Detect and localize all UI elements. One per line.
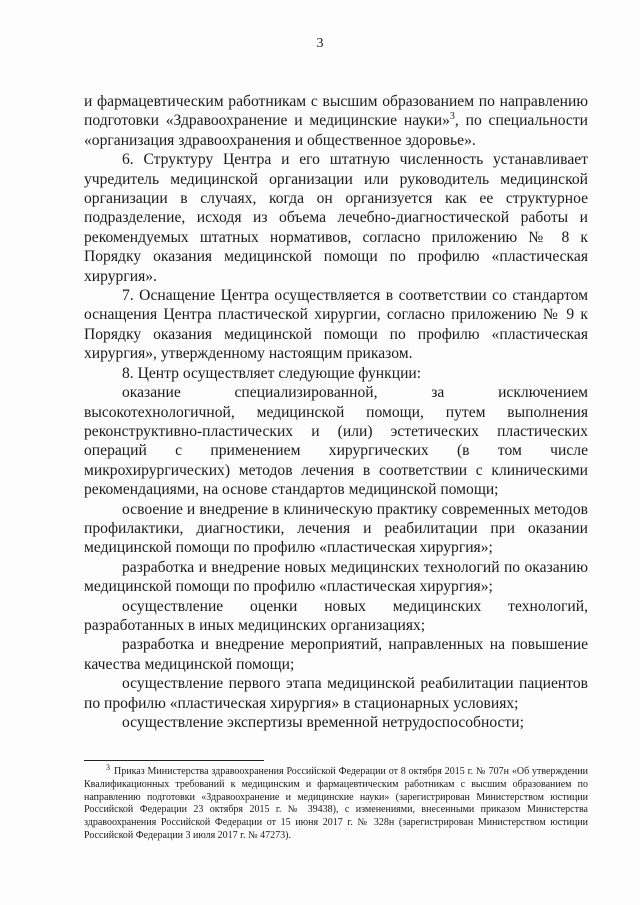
function-item: осуществление оценки новых медицинских технологий, разработанных в иных медицинских организациях; bbox=[84, 597, 588, 634]
paragraph-6: 6. Структуру Центра и его штатную численность устанавливает учредитель медицинской организации или руководитель медицинской организации в случаях, когда он организуется как ее структурное подразделение, исходя из объема лечебно-диагностической работы и рекомендуемых штатных нормативов, согласно приложению № 8 к Порядку оказания медицинской помощи по профилю «пластическая хирургия». bbox=[84, 151, 588, 285]
footnote bbox=[84, 762, 588, 843]
function-item: оказание специализированной, за исключением высокотехнологичной, медицинской помощи, путем выполнения реконструктивно-пластических и (или) эстетических пластических операций с применением хирургических (в том числе микрохирургических) методов лечения в соответствии с клиническими рекомендациями, на основе стандартов медицинской помощи; bbox=[84, 384, 588, 499]
function-item: разработка и внедрение новых медицинских технологий по оказанию медицинской помощи по профилю «пластическая хирургия»; bbox=[84, 558, 588, 596]
function-item: осуществление первого этапа медицинской реабилитации пациентов по профилю «пластическая хирургия» в стационарных условиях; bbox=[84, 675, 588, 712]
footnote-paragraph bbox=[84, 762, 588, 843]
page-number: 3 bbox=[316, 36, 324, 51]
paragraph-7: 7. Оснащение Центра осуществляется в соответствии со стандартом оснащения Центра пластической хирургии, согласно приложению № 9 к Порядку оказания медицинской помощи по профилю «пластическая хирургия», утвержденному настоящим приказом. bbox=[84, 287, 588, 363]
paragraph-text-tail: , по специальности «организация здравоохранения и общественное здоровье». bbox=[84, 112, 588, 149]
footnote-mark: 3 bbox=[106, 762, 110, 772]
paragraph-8: 8. Центр осуществляет следующие функции: bbox=[122, 364, 422, 382]
footnote-reference: 3 bbox=[449, 111, 455, 123]
function-item: разработка и внедрение мероприятий, направленных на повышение качества медицинской помощи; bbox=[84, 636, 588, 673]
function-item: освоение и внедрение в клиническую практику современных методов профилактики, диагностики, лечения и реабилитации при оказании медицинской помощи по профилю «пластическая хирургия»; bbox=[84, 500, 588, 557]
paragraph-text: и фармацевтическим работникам с высшим образованием по направлению подготовки «Здравоохранение и медицинские науки» bbox=[84, 93, 588, 130]
footnote-divider bbox=[84, 760, 264, 761]
footnote-text: Приказ Министерства здравоохранения Российской Федерации от 8 октября 2015 г. № 707н «Об утверждении Квалификационных требований к медицинским и фармацевтическим работникам с высшим образованием по направлению подготовки «Здравоохранение и медицинские науки» (зарегистрирован Министерством юстиции Российской Федерации 23 октября 2015 г. № 39438), с изменениями, внесенными приказом Министерства здравоохранения Российской Федерации от 15 июня 2017 г. № 328н (зарегистрирован Министерством юстиции Российской Федерации 3 июля 2017 г. № 47273). bbox=[84, 766, 588, 841]
paragraph-continuation bbox=[84, 92, 588, 150]
function-item: осуществление экспертизы временной нетрудоспособности; bbox=[122, 714, 524, 731]
body-text bbox=[84, 92, 588, 732]
